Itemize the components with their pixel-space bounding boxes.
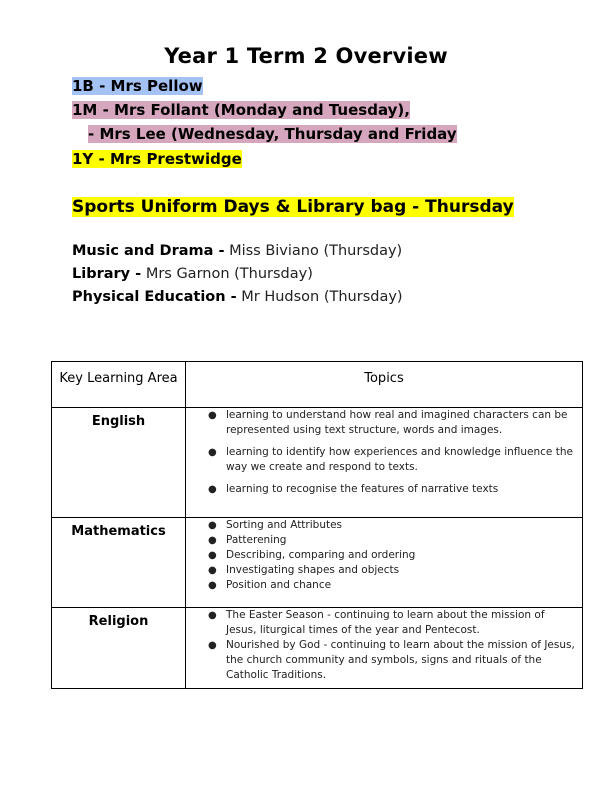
staff-line-music (72, 240, 402, 262)
area-english: English (52, 408, 186, 518)
class-1b-text: 1B - Mrs Pellow (72, 77, 203, 95)
class-1m-line (72, 100, 410, 121)
bullet-icon: ● (208, 610, 217, 621)
class-1m-text: 1M - Mrs Follant (Monday and Tuesday), (72, 101, 410, 119)
staff-subject: Music and Drama - (72, 243, 225, 259)
topic-item: ● learning to understand how real and imagined characters can be represented using text structure, words and images. (208, 409, 568, 436)
page-title: Year 1 Term 2 Overview (164, 44, 448, 68)
learning-areas-table (51, 361, 583, 689)
topics-english (186, 408, 583, 518)
staff-teacher: Miss Biviano (Thursday) (229, 243, 403, 259)
bullet-icon: ● (208, 484, 217, 495)
topic-item: ● Describing, comparing and ordering (208, 549, 416, 561)
topic-item: ● The Easter Season - continuing to learn about the mission of Jesus, liturgical times of the year and Pentecost. (208, 609, 545, 636)
class-1y-line (72, 149, 242, 170)
class-1y-text: 1Y - Mrs Prestwidge (72, 150, 242, 168)
area-mathematics: Mathematics (52, 518, 186, 608)
topic-item: ● Position and chance (208, 579, 332, 591)
staff-teacher: Mr Hudson (Thursday) (241, 289, 403, 305)
staff-subject: Library - (72, 266, 142, 282)
table-row-religion (52, 608, 583, 689)
class-1b-line (72, 76, 203, 97)
sports-day-text: Sports Uniform Days & Library bag - Thursday (72, 197, 514, 217)
topic-item: ● Nourished by God - continuing to learn about the mission of Jesus, the church community and symbols, signs and rituals of the Catholic Traditions. (208, 639, 575, 681)
topics-mathematics (186, 518, 583, 608)
staff-line-pe (72, 286, 403, 308)
table-row-mathematics (52, 518, 583, 608)
bullet-icon: ● (208, 550, 217, 561)
bullet-icon: ● (208, 640, 217, 651)
bullet-icon: ● (208, 447, 217, 458)
bullet-icon: ● (208, 520, 217, 531)
staff-subject: Physical Education - (72, 289, 237, 305)
bullet-icon: ● (208, 410, 217, 421)
table-header-row (52, 362, 583, 408)
sports-day-line (72, 195, 514, 220)
header-topics: Topics (186, 362, 583, 408)
topic-item: ● Patterening (208, 534, 287, 546)
topic-item: ● Sorting and Attributes (208, 519, 343, 531)
bullet-icon: ● (208, 580, 217, 591)
staff-teacher: Mrs Garnon (Thursday) (145, 266, 313, 282)
class-1m-lee-line (88, 124, 457, 145)
topic-item: ● Investigating shapes and objects (208, 564, 400, 576)
area-religion: Religion (52, 608, 186, 689)
topic-item: ● learning to identify how experiences and knowledge influence the way we create and respond to texts. (208, 446, 573, 473)
table-row-english (52, 408, 583, 518)
bullet-icon: ● (208, 565, 217, 576)
bullet-icon: ● (208, 535, 217, 546)
staff-line-library (72, 263, 313, 285)
header-key-learning-area: Key Learning Area (52, 362, 186, 408)
class-1m-lee-text: - Mrs Lee (Wednesday, Thursday and Friday (88, 125, 457, 143)
topics-religion (186, 608, 583, 689)
topic-item: ● learning to recognise the features of narrative texts (208, 483, 499, 495)
